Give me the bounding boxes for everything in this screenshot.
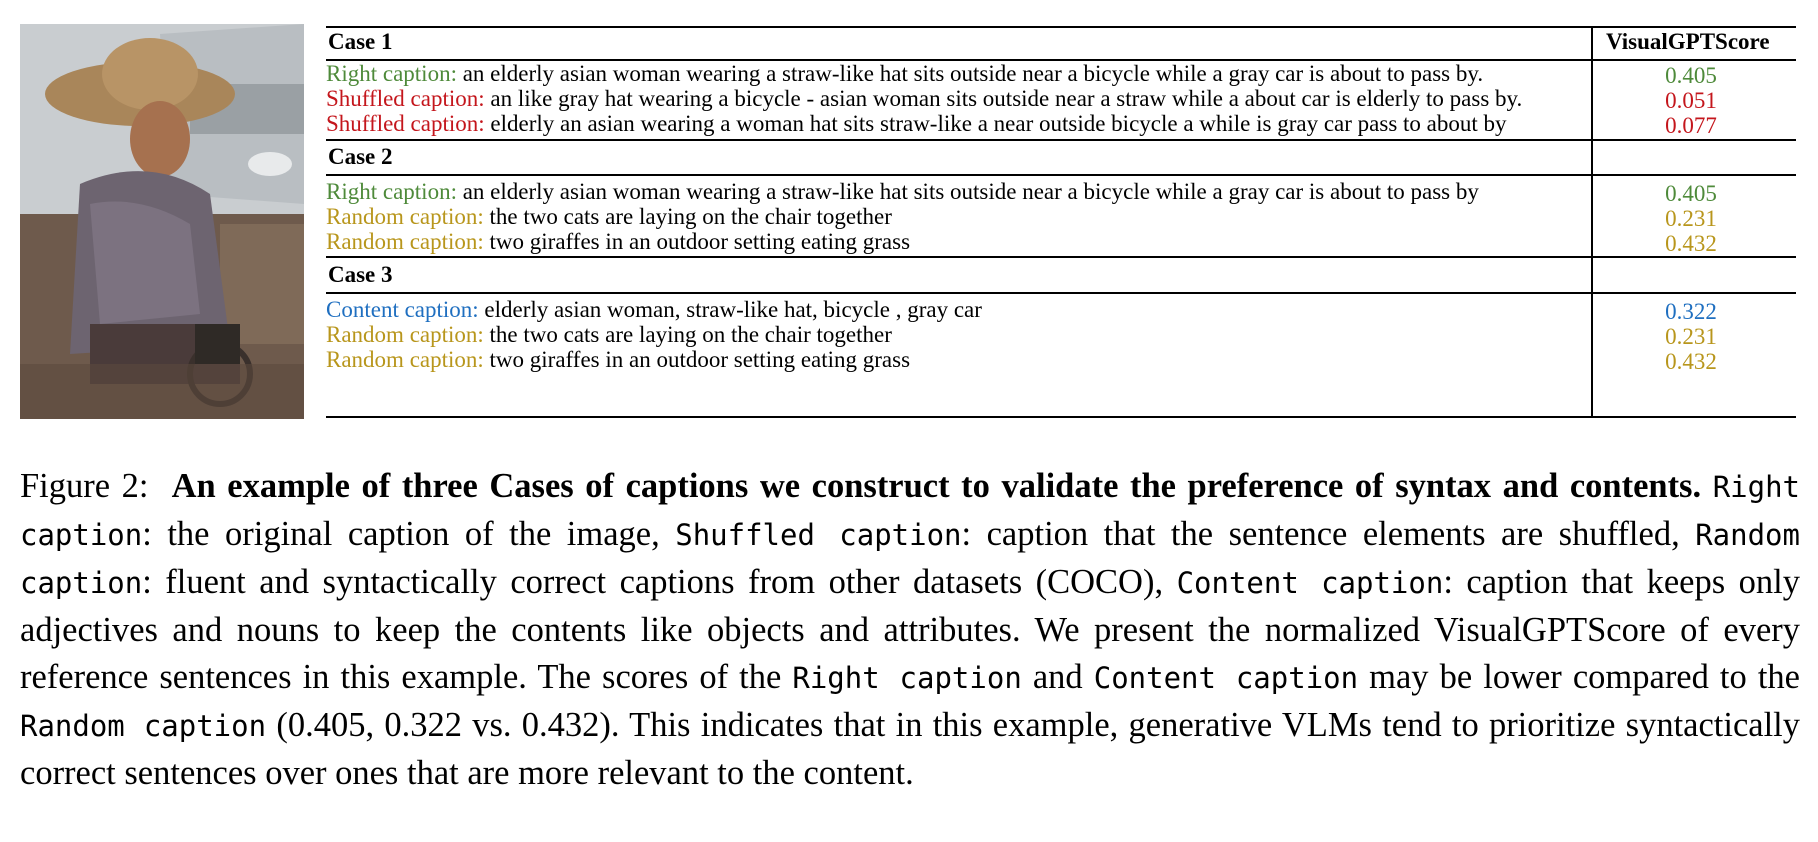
- row-text: two giraffes in an outdoor setting eating grass: [483, 229, 911, 254]
- score-value: 0.432: [1665, 349, 1717, 374]
- row-label: Right caption:: [326, 179, 457, 204]
- score-value: 0.432: [1665, 231, 1717, 256]
- term-random-caption: Random caption: [20, 518, 1800, 600]
- case-1-label: Case 1: [328, 29, 393, 54]
- term-content-caption: Content caption: [1093, 661, 1359, 695]
- caption-title: An example of three Cases of captions we construct to validate the preference of syntax and contents.: [171, 467, 1702, 505]
- row-text: elderly asian woman, straw-like hat, bicycle , gray car: [478, 297, 982, 322]
- photo-illustration: [20, 24, 304, 419]
- row-text: two giraffes in an outdoor setting eating grass: [483, 347, 911, 372]
- table-rule-bottom: [326, 416, 1796, 418]
- table-row: [326, 346, 910, 374]
- row-label: Random caption:: [326, 229, 484, 254]
- score-value: 0.405: [1665, 63, 1717, 88]
- case-2-label: Case 2: [328, 144, 393, 169]
- row-text: the two cats are laying on the chair together: [483, 322, 892, 347]
- table-row: [326, 296, 982, 324]
- row-label: Random caption:: [326, 347, 484, 372]
- table-row: [326, 60, 1483, 88]
- score-value: 0.231: [1665, 324, 1717, 349]
- case-3-label: Case 3: [328, 262, 393, 287]
- term-shuffled-caption: Shuffled caption: [675, 518, 962, 552]
- caption-text: (0.405, 0.322 vs. 0.432). This indicates that in this example, generative VLMs tend to prioritize syntactically correct sentences over ones that are more relevant to the content.: [20, 706, 1801, 792]
- figure-caption: [20, 463, 1800, 797]
- term-random-caption: Random caption: [20, 709, 267, 743]
- caption-text: : the original caption of the image,: [142, 515, 676, 553]
- table-row: [326, 228, 910, 256]
- term-content-caption: Content caption: [1176, 566, 1444, 600]
- score-value: 0.077: [1665, 113, 1717, 138]
- table-row: [326, 85, 1522, 113]
- row-text: elderly an asian wearing a woman hat sits straw-like a near outside bicycle a while is gray car pass to about by: [484, 111, 1507, 136]
- row-text: an elderly asian woman wearing a straw-like hat sits outside near a bicycle while a gray car is about to pass by: [456, 179, 1479, 204]
- figure-photo: [20, 24, 304, 419]
- table-row: [326, 110, 1507, 138]
- caption-text: : caption that the sentence elements are shuffled,: [961, 515, 1696, 553]
- table-row: [326, 178, 1479, 206]
- row-label: Shuffled caption:: [326, 86, 485, 111]
- table-rule: [326, 174, 1796, 176]
- caption-text: : caption that keeps only adjectives and nouns to keep the contents like objects and attributes. We present the normalized VisualGPTScore of every reference sentences in this example. The scores of the: [20, 563, 1800, 696]
- caption-text: and: [1021, 658, 1094, 696]
- score-value: 0.322: [1665, 299, 1717, 324]
- score-value: 0.405: [1665, 181, 1717, 206]
- score-value: 0.231: [1665, 206, 1717, 231]
- row-label: Random caption:: [326, 322, 484, 347]
- table-rule-top: [326, 26, 1796, 28]
- table-row: [326, 203, 892, 231]
- row-text: an like gray hat wearing a bicycle - asian woman sits outside near a straw while a about car is elderly to pass by.: [484, 86, 1523, 111]
- score-value: 0.051: [1665, 88, 1717, 113]
- row-label: Random caption:: [326, 204, 484, 229]
- score-column-header: VisualGPTScore: [1606, 29, 1770, 54]
- row-text: the two cats are laying on the chair together: [483, 204, 892, 229]
- table-rule: [326, 292, 1796, 294]
- caption-text: may be lower compared to the: [1358, 658, 1800, 696]
- table-rule: [326, 256, 1796, 258]
- term-right-caption: Right caption: [792, 661, 1022, 695]
- row-label: Content caption:: [326, 297, 479, 322]
- figure-label: Figure 2:: [20, 467, 149, 505]
- table-column-divider: [1591, 26, 1593, 418]
- table-row: [326, 321, 892, 349]
- caption-text: : fluent and syntactically correct captions from other datasets (COCO),: [142, 563, 1177, 601]
- row-text: an elderly asian woman wearing a straw-like hat sits outside near a bicycle while a gray car is about to pass by.: [456, 61, 1484, 86]
- row-label: Right caption:: [326, 61, 457, 86]
- table-rule: [326, 139, 1796, 141]
- term-right-caption: Right caption: [20, 470, 1800, 552]
- row-label: Shuffled caption:: [326, 111, 485, 136]
